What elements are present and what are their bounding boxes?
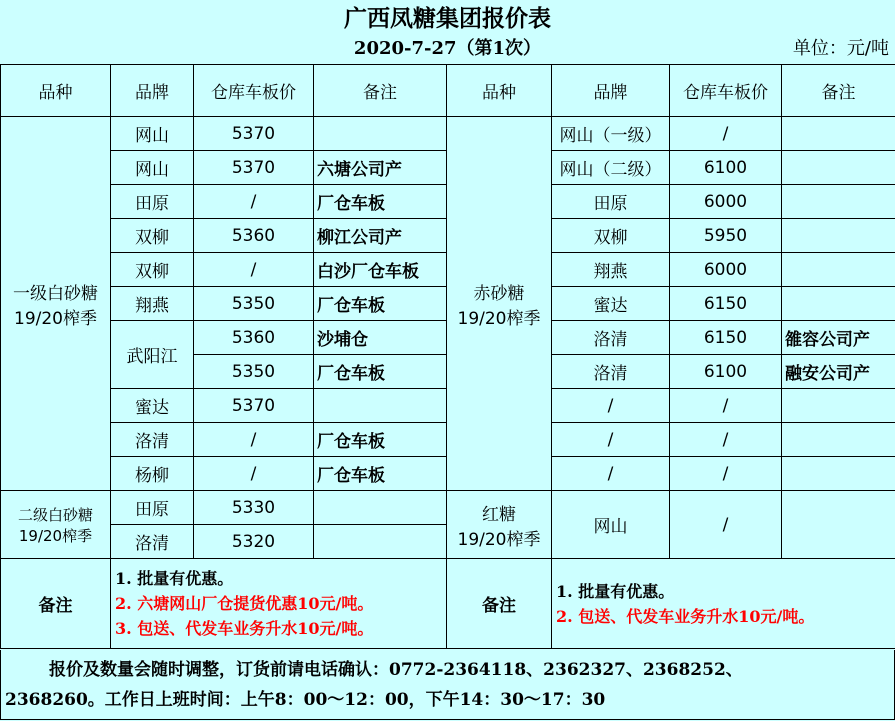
price-cell: / — [194, 253, 314, 287]
header-cell: 仓库车板价 — [670, 65, 782, 117]
page-title: 广西凤糖集团报价表 — [344, 5, 551, 32]
note-cell — [782, 253, 895, 287]
note-cell — [782, 423, 895, 457]
price-cell: 5360 — [194, 321, 314, 355]
price-cell: 6100 — [670, 151, 782, 185]
note-cell: 厂仓车板 — [314, 423, 447, 457]
brand-cell: 双柳 — [111, 219, 194, 253]
price-cell: 6100 — [670, 355, 782, 389]
note-cell: 沙埔仓 — [314, 321, 447, 355]
category-season: 19/20榨季 — [18, 526, 93, 545]
remark-line: 2. 六塘网山厂仓提货优惠10元/吨。 — [115, 594, 374, 613]
brand-cell: 洛清 — [111, 525, 194, 559]
price-cell: / — [194, 185, 314, 219]
note-cell — [782, 491, 895, 559]
header-cell: 品牌 — [111, 65, 194, 117]
remarks-left — [111, 559, 447, 649]
remark-line: 2. 包送、代发车业务升水10元/吨。 — [556, 606, 815, 626]
note-cell — [782, 219, 895, 253]
table-row — [1, 117, 895, 151]
brand-cell: 田原 — [111, 491, 194, 525]
footer-line: 2368260。工作日上班时间：上午8：00～12：00，下午14：30～17：30 — [5, 690, 606, 710]
table-row — [1, 491, 895, 525]
brand-cell: 洛清 — [552, 355, 670, 389]
header-cell: 品种 — [447, 65, 552, 117]
brand-cell: 蜜达 — [111, 389, 194, 423]
category-season: 19/20榨季 — [14, 308, 97, 329]
brand-cell: 双柳 — [552, 219, 670, 253]
category-red-granulated — [447, 117, 552, 491]
price-cell: / — [194, 457, 314, 491]
brand-cell: 杨柳 — [111, 457, 194, 491]
brand-cell: 田原 — [552, 185, 670, 219]
price-cell: 5360 — [194, 219, 314, 253]
brand-cell: 蜜达 — [552, 287, 670, 321]
brand-cell: / — [552, 457, 670, 491]
price-cell: / — [670, 117, 782, 151]
header-cell: 备注 — [314, 65, 447, 117]
note-cell — [782, 457, 895, 491]
unit-label: 单位：元/吨 — [792, 38, 889, 59]
footer-line: 报价及数量会随时调整，订货前请电话确认：0772-2364118、2362327、2368252、 — [49, 660, 743, 680]
note-cell — [314, 525, 447, 559]
brand-cell: / — [552, 423, 670, 457]
price-cell: 5350 — [194, 287, 314, 321]
note-cell: 融安公司产 — [782, 355, 895, 389]
brand-cell: / — [552, 389, 670, 423]
price-cell: 6000 — [670, 185, 782, 219]
note-cell — [314, 117, 447, 151]
contact-footer — [0, 650, 895, 720]
price-cell: / — [670, 389, 782, 423]
brand-cell: 洛清 — [111, 423, 194, 457]
header-cell: 品种 — [1, 65, 111, 117]
brand-cell: 网山 — [552, 491, 670, 559]
brand-cell: 翔燕 — [552, 253, 670, 287]
brand-cell: 网山 — [111, 117, 194, 151]
header-cell: 品牌 — [552, 65, 670, 117]
price-cell: / — [670, 457, 782, 491]
note-cell — [782, 287, 895, 321]
brand-cell: 田原 — [111, 185, 194, 219]
note-cell — [782, 151, 895, 185]
price-cell: 5350 — [194, 355, 314, 389]
note-cell: 厂仓车板 — [314, 287, 447, 321]
category-name: 赤砂糖 — [473, 283, 525, 304]
remarks-right — [552, 559, 895, 649]
remarks-label-left: 备注 — [1, 559, 111, 649]
note-cell: 厂仓车板 — [314, 185, 447, 219]
note-cell — [782, 185, 895, 219]
price-cell: / — [670, 491, 782, 559]
note-cell: 六塘公司产 — [314, 151, 447, 185]
category-season: 19/20榨季 — [457, 308, 541, 329]
note-cell: 雒容公司产 — [782, 321, 895, 355]
note-cell — [314, 389, 447, 423]
note-cell: 厂仓车板 — [314, 457, 447, 491]
brand-cell: 洛清 — [552, 321, 670, 355]
note-cell — [782, 117, 895, 151]
price-cell: 6000 — [670, 253, 782, 287]
brand-cell: 双柳 — [111, 253, 194, 287]
date-subtitle: 2020-7-27（第1次） — [353, 38, 542, 59]
header-cell: 备注 — [782, 65, 895, 117]
note-cell — [314, 491, 447, 525]
note-cell: 白沙厂仓车板 — [314, 253, 447, 287]
note-cell — [782, 389, 895, 423]
remarks-label-right: 备注 — [447, 559, 552, 649]
category-name: 红糖 — [482, 504, 516, 525]
price-cell: 5330 — [194, 491, 314, 525]
price-cell: 6150 — [670, 287, 782, 321]
price-cell: 5370 — [194, 389, 314, 423]
note-cell: 柳江公司产 — [314, 219, 447, 253]
price-cell: / — [194, 423, 314, 457]
price-table — [0, 64, 895, 649]
price-cell: 5370 — [194, 117, 314, 151]
category-white2 — [1, 491, 111, 559]
header-cell: 仓库车板价 — [194, 65, 314, 117]
note-cell: 厂仓车板 — [314, 355, 447, 389]
header-row — [1, 65, 895, 117]
brand-cell: 网山（二级） — [552, 151, 670, 185]
remarks-row — [1, 559, 895, 649]
price-cell: 5370 — [194, 151, 314, 185]
category-name: 二级白砂糖 — [17, 505, 93, 524]
price-cell: 5950 — [670, 219, 782, 253]
brand-cell: 网山 — [111, 151, 194, 185]
remark-line: 3. 包送、代发车业务升水10元/吨。 — [115, 619, 374, 638]
price-cell: 6150 — [670, 321, 782, 355]
brand-cell: 翔燕 — [111, 287, 194, 321]
brand-cell: 网山（一级） — [552, 117, 670, 151]
category-season: 19/20榨季 — [457, 529, 541, 550]
brand-cell: 武阳江 — [111, 321, 194, 389]
price-cell: / — [670, 423, 782, 457]
category-white1 — [1, 117, 111, 491]
price-cell: 5320 — [194, 525, 314, 559]
category-brown — [447, 491, 552, 559]
remark-line: 1. 批量有优惠。 — [556, 581, 675, 601]
remark-line: 1. 批量有优惠。 — [115, 569, 234, 588]
category-name: 一级白砂糖 — [13, 283, 98, 304]
